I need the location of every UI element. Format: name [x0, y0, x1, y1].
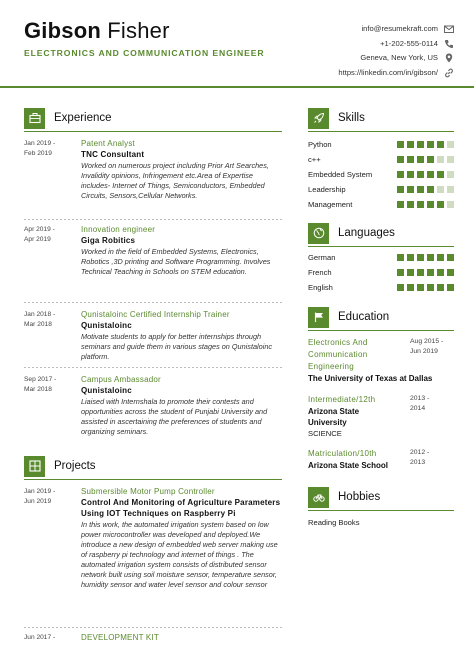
project-dates — [24, 487, 76, 507]
contact-linkedin[interactable]: https://linkedin.com/in/gibson/ — [338, 67, 438, 77]
rating-dot — [437, 254, 444, 261]
experience-section-header — [24, 107, 112, 129]
skill-row — [308, 197, 454, 211]
rating-dot — [407, 201, 414, 208]
rating-dot — [417, 156, 424, 163]
rating-dot — [437, 284, 444, 291]
start-date: Apr 2019 - — [24, 226, 55, 233]
experience-dates — [24, 139, 76, 159]
skill-rating — [397, 156, 454, 163]
language-name: English — [308, 282, 333, 292]
job-role: ELECTRONICS AND COMMUNICATION ENGINEER — [24, 48, 265, 58]
start-date: Sep 2017 - — [24, 376, 57, 383]
rating-dot — [397, 269, 404, 276]
skill-name: Leadership — [308, 184, 346, 194]
briefcase-icon — [24, 108, 45, 129]
rating-dot — [397, 171, 404, 178]
rating-dot — [447, 171, 454, 178]
rating-dot — [407, 269, 414, 276]
experience-underline — [24, 131, 282, 132]
hobbies-section-header — [308, 486, 380, 508]
skill-name: c++ — [308, 154, 321, 164]
header-divider — [0, 86, 474, 88]
rating-dot — [447, 186, 454, 193]
rating-dot — [417, 201, 424, 208]
rating-dot — [437, 156, 444, 163]
rating-dot — [437, 171, 444, 178]
language-name: German — [308, 252, 336, 262]
education-institution: The University of Texas at Dallas — [308, 374, 433, 383]
rating-dot — [437, 186, 444, 193]
skill-name: Management — [308, 199, 353, 209]
experience-org: Qunistaloinc — [81, 386, 132, 395]
contact-location-row — [338, 51, 454, 66]
rating-dot — [447, 201, 454, 208]
rating-dot — [427, 269, 434, 276]
rating-dot — [417, 284, 424, 291]
languages-section-header — [308, 222, 395, 244]
rating-dot — [427, 186, 434, 193]
rating-dot — [447, 141, 454, 148]
location-pin-icon — [444, 53, 454, 63]
rating-dot — [417, 171, 424, 178]
rating-dot — [447, 284, 454, 291]
rating-dot — [447, 156, 454, 163]
rating-dot — [427, 171, 434, 178]
rating-dot — [407, 284, 414, 291]
rating-dot — [407, 254, 414, 261]
languages-underline — [308, 246, 454, 247]
education-institution: Arizona State University — [308, 407, 360, 427]
contact-linkedin-row — [338, 66, 454, 81]
rating-dot — [417, 269, 424, 276]
start-date: 2013 - — [410, 395, 430, 402]
education-degree: Electronics And Communication Engineering — [308, 338, 368, 371]
project-dates — [24, 633, 76, 643]
skill-name: Python — [308, 139, 332, 149]
end-date: Apr 2019 — [24, 236, 51, 243]
education-institution: Arizona State School — [308, 461, 389, 470]
start-date: Aug 2015 - — [410, 338, 444, 345]
language-row — [308, 265, 454, 279]
project-subtitle: Control And Monitoring of Agriculture Parameters Using IOT Techniques on Raspberry Pi — [81, 498, 281, 518]
experience-org: Qunistaloinc — [81, 321, 132, 330]
language-rating — [397, 254, 454, 261]
education-grade: SCIENCE — [308, 429, 342, 438]
rating-dot — [427, 201, 434, 208]
projects-underline — [24, 479, 282, 480]
start-date: 2012 - — [410, 449, 430, 456]
bicycle-icon — [308, 487, 329, 508]
experience-title-text: Patent Analyst — [81, 139, 135, 148]
entry-separator — [24, 302, 282, 303]
skill-row — [308, 152, 454, 166]
end-date: Jun 2019 — [410, 347, 438, 355]
rating-dot — [437, 141, 444, 148]
language-rating — [397, 284, 454, 291]
education-item — [308, 337, 454, 384]
experience-desc: Worked on numerous project including Prior Art Searches, Invalidity opinions, Infringement etc.Area of Expertise includes- Internet of Things, Semiconductors, Embedded Circuits, Sensors,Cellular Networks. — [81, 161, 269, 200]
skill-name: Embedded System — [308, 169, 373, 179]
end-date: Mar 2018 — [24, 321, 52, 328]
rating-dot — [437, 201, 444, 208]
skill-row — [308, 182, 454, 196]
start-date: Jan 2019 - — [24, 140, 56, 147]
project-desc: In this work, the automated irrigation system based on low power microcontroller was developed and deployed.We introduce a new design of embedded web server making use of raspberry pi technology and internet of things . The automated irrigation system consists of distributed sensor network built using soil moisture sensor, temperature sensor, humidity sensor and water level sensor and colour sensor — [81, 520, 278, 589]
experience-desc: Worked in the field of Embedded Systems, Electronics, Robotics ,3D printing and Software Programming. Involves Technical Teaching in Schools on STEM education. — [81, 247, 271, 276]
experience-dates — [24, 225, 76, 245]
entry-separator — [24, 627, 282, 628]
rating-dot — [417, 254, 424, 261]
skill-row — [308, 137, 454, 151]
skill-rating — [397, 141, 454, 148]
first-name: Gibson — [24, 18, 101, 43]
rating-dot — [407, 186, 414, 193]
contact-email[interactable]: info@resumekraft.com — [361, 24, 438, 33]
projects-title: Projects — [54, 460, 96, 472]
skills-underline — [308, 131, 454, 132]
contact-email-row — [338, 22, 454, 37]
rating-dot — [427, 156, 434, 163]
phone-icon — [444, 39, 454, 49]
end-date: 2013 — [410, 458, 426, 466]
hobby-item: Reading Books — [308, 518, 360, 527]
rating-dot — [407, 156, 414, 163]
language-rating — [397, 269, 454, 276]
skills-section-header — [308, 107, 365, 129]
experience-title: Experience — [54, 112, 112, 124]
rating-dot — [407, 141, 414, 148]
rating-dot — [397, 201, 404, 208]
rating-dot — [407, 171, 414, 178]
rating-dot — [427, 254, 434, 261]
experience-title-text: Campus Ambassador — [81, 375, 161, 384]
experience-desc: Motivate students to apply for better internships through seminars and guide them in various stages on Qunistaloinc platform. — [81, 332, 273, 361]
hobbies-underline — [308, 510, 454, 511]
rating-dot — [427, 284, 434, 291]
education-underline — [308, 330, 454, 331]
rating-dot — [427, 141, 434, 148]
experience-org: Giga Robitics — [81, 236, 136, 245]
education-degree: Matriculation/10th — [308, 449, 377, 458]
contact-phone-row — [338, 37, 454, 52]
rocket-icon — [308, 108, 329, 129]
email-icon — [444, 24, 454, 34]
skills-title: Skills — [338, 112, 365, 124]
start-date: Jan 2019 - — [24, 488, 56, 495]
language-name: French — [308, 267, 332, 277]
contact-phone[interactable]: +1-202-555-0114 — [380, 38, 438, 48]
end-date: Jun 2019 — [24, 498, 52, 505]
rating-dot — [447, 269, 454, 276]
education-degree: Intermediate/12th — [308, 395, 376, 404]
languages-title: Languages — [338, 227, 395, 239]
education-dates — [410, 394, 454, 413]
contact-location: Geneva, New York, US — [360, 53, 438, 62]
skill-rating — [397, 171, 454, 178]
project-title: DEVELOPMENT KIT — [81, 633, 159, 642]
rating-dot — [397, 141, 404, 148]
education-dates — [410, 337, 454, 356]
end-date: Feb 2019 — [24, 150, 52, 157]
rating-dot — [417, 141, 424, 148]
experience-org: TNC Consultant — [81, 150, 145, 159]
entry-separator — [24, 219, 282, 220]
experience-title-text: Innovation engineer — [81, 225, 156, 234]
flag-icon — [308, 307, 329, 328]
skill-rating — [397, 186, 454, 193]
globe-icon — [308, 223, 329, 244]
education-item — [308, 394, 454, 439]
hobbies-title: Hobbies — [338, 491, 381, 503]
language-row — [308, 250, 454, 264]
projects-section-header — [24, 455, 96, 477]
experience-dates — [24, 375, 76, 395]
start-date: Jan 2018 - — [24, 311, 56, 318]
start-date: Jun 2017 - — [24, 634, 56, 641]
rating-dot — [447, 254, 454, 261]
language-row — [308, 280, 454, 294]
resume-header — [24, 18, 454, 88]
education-title: Education — [338, 311, 390, 323]
education-dates — [410, 448, 454, 467]
end-date: 2014 — [410, 404, 426, 412]
experience-title-text: Qunistaloinc Certified Internship Trainer — [81, 310, 230, 319]
experience-desc: Liaised with Internshala to promote their contests and opportunities across the student of Punjabi University and assisted in ascertaining the preferences of students and organizing seminars. — [81, 397, 268, 436]
grid-icon — [24, 456, 45, 477]
skill-row — [308, 167, 454, 181]
project-title: Submersible Motor Pump Controller — [81, 487, 215, 496]
link-icon — [444, 68, 454, 78]
rating-dot — [397, 156, 404, 163]
end-date: Mar 2018 — [24, 386, 52, 393]
rating-dot — [397, 284, 404, 291]
education-item — [308, 448, 454, 471]
rating-dot — [397, 254, 404, 261]
rating-dot — [437, 269, 444, 276]
contact-block — [338, 22, 454, 80]
last-name: Fisher — [107, 18, 170, 43]
experience-dates — [24, 310, 76, 330]
skill-rating — [397, 201, 454, 208]
rating-dot — [397, 186, 404, 193]
education-section-header — [308, 306, 389, 328]
entry-separator — [24, 367, 282, 368]
rating-dot — [417, 186, 424, 193]
